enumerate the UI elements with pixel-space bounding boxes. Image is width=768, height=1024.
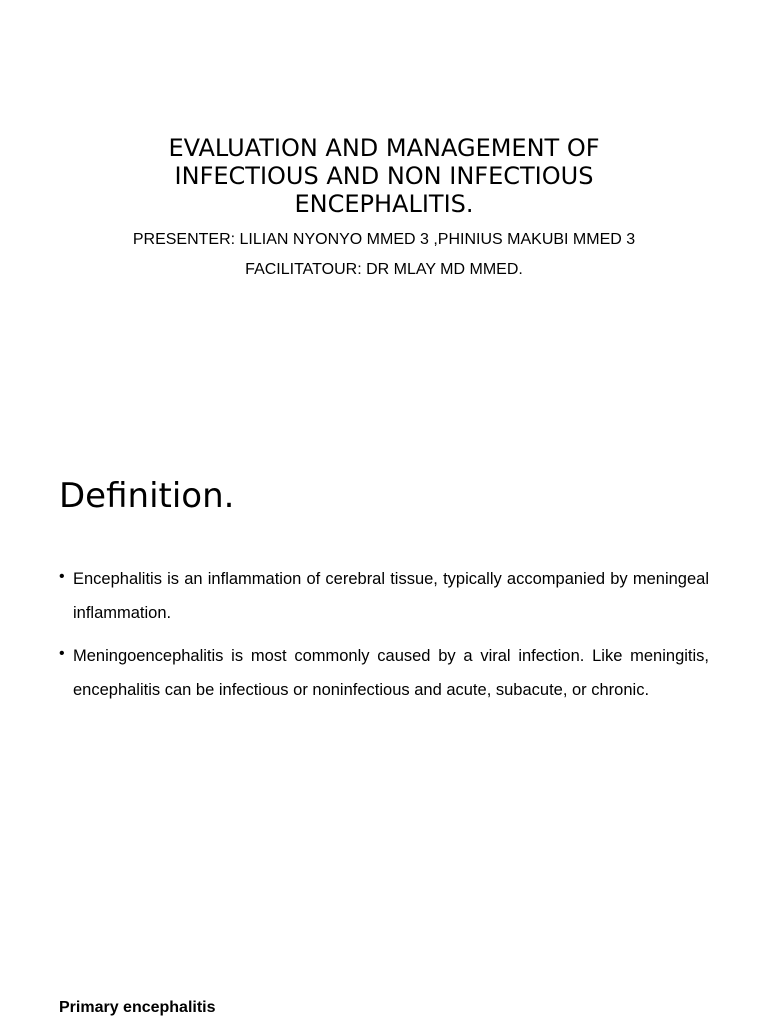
bullet-text: Meningoencephalitis is most commonly caused by a viral infection. Like meningitis, encephalitis can be infectious or noninfectious and acute, subacute, or chronic. [73,647,709,699]
presenter-line: PRESENTER: LILIAN NYONYO MMED 3 ,PHINIUS MAKUBI MMED 3 [132,231,636,248]
facilitator-line: FACILITATOUR: DR MLAY MD MMED. [245,261,523,278]
slide-title: EVALUATION AND MANAGEMENT OF INFECTIOUS AND NON INFECTIOUS ENCEPHALITIS. [168,134,600,218]
definition-heading: Definition. [59,476,235,516]
bullet-icon: • [59,568,65,585]
bullet-icon: • [59,645,65,662]
bullet-item [59,562,709,630]
bullet-item [59,639,709,707]
bullet-text: Encephalitis is an inflammation of cerebral tissue, typically accompanied by meningeal inflammation. [73,570,709,622]
primary-encephalitis-heading: Primary encephalitis [59,999,216,1016]
definition-bullet-list [59,562,709,716]
